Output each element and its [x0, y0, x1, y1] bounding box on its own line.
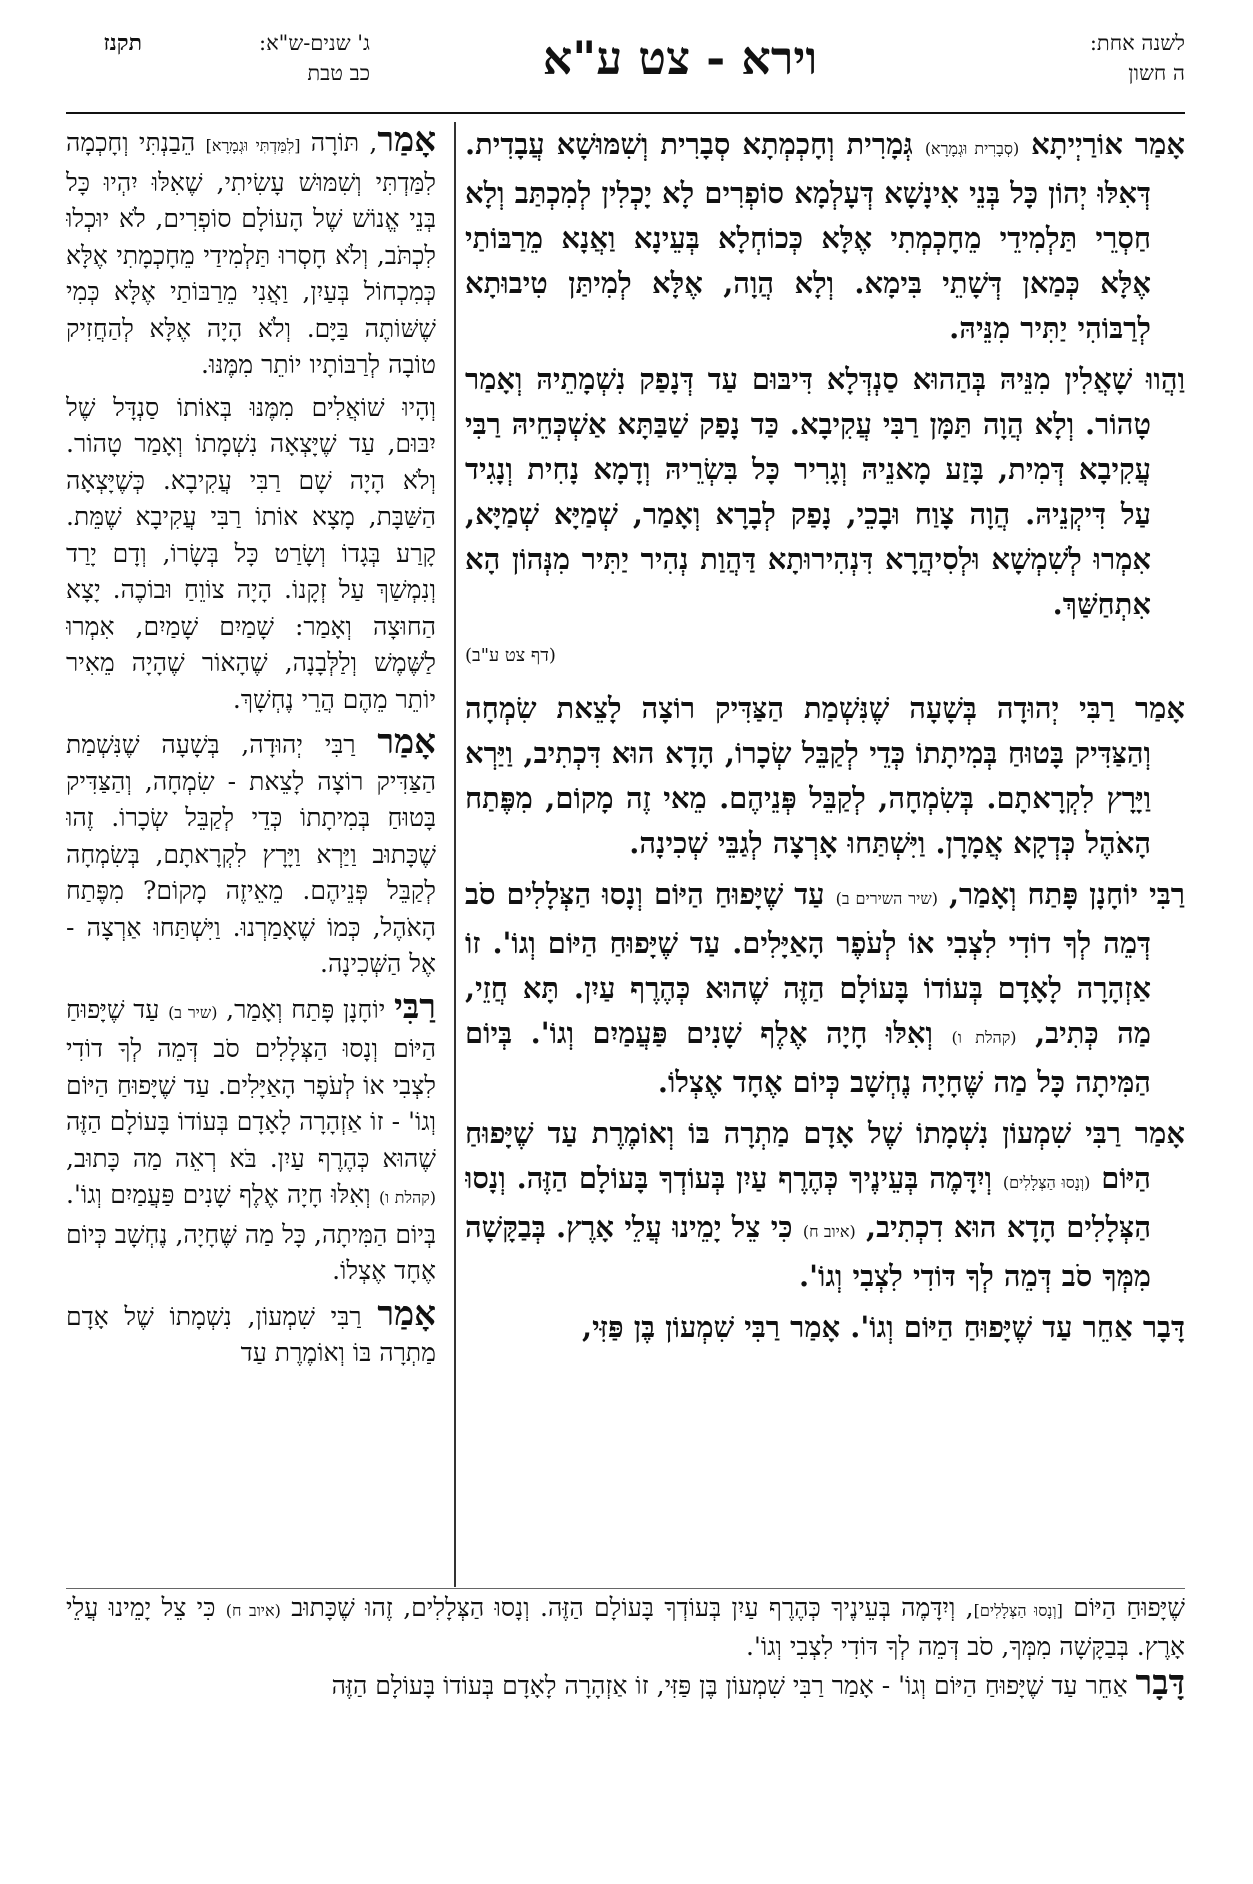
side-p3-text: רַבִּי יְהוּדָה, בְּשָׁעָה שֶׁנִּשְׁמַת הַצַּדִּיק רוֹצָה לָצֵאת - שִׂמְחָה, וְהַצַּדִּיק בָּטוּחַ בְּמִיתָתוֹ כְּדֵי לְקַבֵּל שְׂכָרוֹ. זֶהוּ שֶׁכָּתוּב וַיַּרְא וַיָּרָץ לִקְרָאתָם, בְּשִׂמְחָה לְקַבֵּל פְּנֵיהֶם. מֵאֵיזֶה מָקוֹם? מִפֶּתַח הָאֹהֶל, כְּמוֹ שֶׁאָמַרְנוּ. וַיִּשְׁתַּחוּ אַרְצָה - אֶל הַשְּׁכִינָה.	[66, 730, 436, 978]
bottom-b2-source: (איוב ח)	[225, 1601, 281, 1620]
side-p4-text: עַד שֶׁיָּפוּחַ הַיּוֹם וְנָסוּ הַצְּלָלִים סֹב דְּמֵה לְךָ דוֹדִי לִצְבִי אוֹ לְעֹפֶר הָאַיָּלִים. עַד שֶׁיָּפוּחַ הַיּוֹם וְגוֹ' - זוֹ אַזְהָרָה לָאָדָם בְּעוֹדוֹ בָּעוֹלָם הַזֶּה שֶׁהוּא כְּהֶרֶף עַיִן. בֹּא רְאֵה מַה כָּתוּב,	[66, 994, 436, 1173]
main-paragraph-1	[465, 122, 1185, 351]
main-paragraph-3: אָמַר רַבִּי יְהוּדָה בְּשָׁעָה שֶׁנִּשְׁמַת הַצַּדִּיק רוֹצָה לָצֵאת שִׂמְחָה וְהַצַּדִּיק בָּטוּחַ בְּמִיתָתוֹ כְּדֵי לְקַבֵּל שְׂכָרוֹ, הָדָא הוּא דִּכְתִיב, וַיַּרְא וַיָּרָץ לִקְרָאתָם. בְּשִׂמְחָה, לְקַבֵּל פְּנֵיהֶם. מֵאי זֶה מָקוֹם, מִפֶּתַח הָאֹהֶל כְּדְקָא אֲמָרָן. וַיִּשְׁתַּחוּ אָרְצָה לְגַבֵּי שְׁכִינָה.	[465, 691, 1185, 860]
header-one-year-date: ה חשון	[1128, 61, 1185, 85]
main-p4-text: עַד שֶׁיָּפוּחַ הַיּוֹם וְנָסוּ הַצְּלָלִים סֹב דְּמֵה לְךָ דוֹדִי לִצְבִי אוֹ לְעֹפֶר הָאַיָּלִים. עַד שֶׁיָּפוּחַ הַיּוֹם וְגוֹ'. זוֹ אַזְהָרָה לָאָדָם בְּעוֹדוֹ בָּעוֹלָם הַזֶּה שֶׁהוּא כְּהֶרֶף עַיִן. תָּא חֲזֵי, מַה כְּתִיב,	[465, 877, 1151, 1050]
aramaic-text-column	[465, 122, 1185, 1587]
side-p1-text: הֵבַנְתִּי וְחָכְמָה לִמַּדְתִּי וְשִׁמּוּשׁ עָשִׂיתִי, שֶׁאִלּוּ יִהְיוּ כָּל בְּנֵי אֱנוֹשׁ שֶׁל הָעוֹלָם סוֹפְרִים, לֹא יוּכְלוּ לִכְתֹּב, וְלֹא חָסְרוּ תַּלְמִידַי מֵחָכְמָתִי אֶלָּא כְּמִכְחוֹל בְּעַיִן, וַאֲנִי מֵרַבּוֹתַי אֶלָּא כְּמִי שֶׁשּׁוֹתֶה בַּיָּם. וְלֹא הָיָה אֶלָּא לְהַחֲזִיק טוֹבָה לְרַבּוֹתָיו יוֹתֵר מִמֶּנּוּ.	[66, 128, 436, 379]
side-p5-text: רַבִּי שִׁמְעוֹן, נִשְׁמָתוֹ שֶׁל אָדָם מַתְרָה בּוֹ וְאוֹמֶרֶת עַד	[66, 1301, 436, 1367]
side-p4-source-2: (קהלת ו)	[378, 1188, 436, 1207]
full-width-continuation	[66, 1590, 1185, 1700]
bottom-b3-text: אַחֵר עַד שֶׁיָּפוּחַ הַיּוֹם וְגוֹ' - אָמַר רַבִּי שִׁמְעוֹן בֶּן פַּזִּי, זוֹ אַזְהָרָה לָאָדָם בְּעוֹדוֹ בָּעוֹלָם הַזֶּה	[331, 1671, 1136, 1700]
side-p1-source: [לִמַּדְתִּי וּגְמָרָא]	[205, 136, 301, 155]
main-p5-source: (וְנָסוּ הַצְּלָלִים)	[1002, 1173, 1091, 1192]
page-title: וירא - צט ע"א	[542, 31, 818, 85]
main-p4-source: (שיר השירים ב)	[835, 889, 938, 908]
side-p3-opening: אָמַר	[377, 722, 436, 762]
header-one-year-label: לשנה אחת:	[1089, 31, 1185, 55]
header-three-year-label: ג' שנים-ש"א:	[259, 31, 370, 55]
column-divider	[454, 122, 456, 1587]
header-schedule-three-years	[150, 28, 370, 118]
main-paragraph-2: וַהֲווּ שָׁאֲלִין מִנֵּיהּ בְּהַהוּא סַנְדְּלָא דִּיבּוּם עַד דְּנָפַק נִשְׁמָתֵיהּ וְאָמַר טָהוֹר. וְלָא הֲוָה תַּמָּן רַבִּי עֲקִיבָא. כַּד נָפַק שַׁבַּתָּא אַשְׁכְּחֵיהּ רַבִּי עֲקִיבָא דְּמִית, בָּזַע מָאנֵיהּ וְגָרִיר כָּל בִּשְׂרֵיהּ וְדָמָא נָחִית וְנָגִיד עַל דִּיקְנֵיהּ. הֲוָה צָוַח וּבָכֵי, נָפַק לְבָרָא וְאָמַר, שְׁמַיָּא שְׁמַיָּא, אִמְרוּ לְשִׁמְשָׁא וּלְסִיהֲרָא דִּנְהִירוּתָא דַּהֲוַת נְהִיר יַתִּיר מִנְּהוֹן הָא אִתְחַשַּׁךְ.	[465, 362, 1185, 621]
main-p1-source: (סְבָרִית וּגְמָרָא)	[924, 139, 1020, 158]
side-p4-lead: יוֹחָנָן פָּתַח וְאָמַר,	[226, 994, 394, 1024]
main-p5-ending: כִּי צֵל יָמֵינוּ עֲלֵי אָרֶץ. בְּבַקָּשָׁה מִמְּךָ סֹב דְּמֵה לְךָ דּוֹדִי לִצְבִי וְגוֹ'.	[465, 1210, 1151, 1293]
main-p4-source-2: (קהלת ו)	[951, 1028, 1017, 1047]
main-paragraph-4	[465, 872, 1185, 1105]
bottom-divider	[66, 1588, 1185, 1589]
main-p5-opening: אָמַר רַבִּי שִׁמְעוֹן נִשְׁמָתוֹ שֶׁל אָדָם מַתְרָה בּוֹ וְאוֹמֶרֶת עַד שֶׁיָּפוּחַ הַיּוֹם	[465, 1116, 1185, 1195]
main-p5-text: וְיִדָּמֶה בְּעֵינֶיךָ כְּהֶרֶף עַיִן בְּעוֹדְךָ בָּעוֹלָם הַזֶּה. וְנָסוּ הַצְּלָלִים הָדָא הוּא דִכְתִיב,	[465, 1161, 1152, 1244]
bottom-b3-opening: דָּבָר	[1135, 1663, 1185, 1700]
bottom-line-1	[66, 1590, 1185, 1665]
side-paragraph-4	[66, 986, 436, 1290]
side-paragraph-2: וְהָיוּ שׁוֹאֲלִים מִמֶּנּוּ בְּאוֹתוֹ סַנְדָּל שֶׁל יִבּוּם, עַד שֶׁיָּצְאָה נִשְׁמָתוֹ וְאָמַר טָהוֹר. וְלֹא הָיָה שָׁם רַבִּי עֲקִיבָא. כְּשֶׁיָּצְאָה הַשַּׁבָּת, מָצָא אוֹתוֹ רַבִּי עֲקִיבָא שֶׁמֵּת. קָרַע בְּגָדוֹ וְשָׂרַט כָּל בְּשָׂרוֹ, וְדָם יָרַד וְנִמְשַׁךְ עַל זְקָנוֹ. הָיָה צוֹוֵחַ וּבוֹכֶה. יָצָא הַחוּצָה וְאָמַר: שָׁמַיִם שָׁמַיִם, אִמְרוּ לַשֶּׁמֶשׁ וְלַלְּבָנָה, שֶׁהָאוֹר שֶׁהָיָה מֵאִיר יוֹתֵר מֵהֶם הֲרֵי נֶחְשָׁךְ.	[66, 392, 436, 714]
main-p5-source-2: (איוב ח)	[802, 1222, 856, 1241]
hebrew-translation-column	[66, 122, 436, 1587]
side-p4-source: (שיר ב)	[168, 1002, 218, 1022]
side-paragraph-3	[66, 724, 436, 983]
main-paragraph-5	[465, 1111, 1185, 1299]
side-p1-lead: , תּוֹרָה	[310, 128, 378, 157]
side-p4-opening: רַבִּי	[393, 986, 436, 1027]
header-three-year-date: כב טבת	[307, 61, 370, 85]
side-paragraph-5	[66, 1293, 436, 1372]
side-paragraph-1	[66, 122, 436, 384]
main-p1-opening: אָמַר אוֹרַיְיתָא	[1031, 127, 1185, 161]
main-p4-ending: וְאִלּוּ חָיָה אֶלֶף שָׁנִים פַּעֲמַיִם וְגוֹ'. בְּיוֹם הַמִּיתָה כָּל מַה שֶּׁחָיָה נֶחְשָׁב כְּיוֹם אֶחָד אֶצְלוֹ.	[465, 1016, 1151, 1099]
side-p5-opening: אָמַר	[377, 1293, 436, 1334]
page-number: תקנז	[103, 30, 142, 56]
header-divider	[66, 112, 1185, 114]
bottom-b1-text: , וְיִדָּמֶה בְּעֵינֶיךָ כְּהֶרֶף עַיִן בְּעוֹדְךָ בָּעוֹלָם הַזֶּה. וְנָסוּ הַצְּלָלִים, זֶהוּ שֶׁכָּתוּב	[291, 1593, 974, 1622]
bottom-b2-text: כִּי צֵל יָמֵינוּ עֲלֵי אָרֶץ. בְּבַקָּשָׁה מִמְּךָ, סֹב דְּמֵה לְךָ דּוֹדִי לִצְבִי וְגוֹ'.	[66, 1593, 1185, 1661]
bottom-b1-opening: שֶׁיָּפוּחַ הַיּוֹם	[1073, 1593, 1185, 1622]
bottom-b1-source: [וְנָסוּ הַצְּלָלִים]	[973, 1601, 1063, 1620]
daf-reference: (דף צט ע"ב)	[465, 645, 556, 666]
main-p4-opening: רַבִּי יוֹחָנָן פָּתַח וְאָמַר,	[948, 877, 1185, 911]
bottom-line-3	[66, 1665, 1185, 1700]
side-p1-opening: אָמַר	[377, 122, 436, 160]
main-p1-text: גְּמָרִית וְחָכְמְתָא סְבָרִית וְשִׁמּוּשָׁא עֲבָדִית. דְּאִלּוּ יְהוֹן כָּל בְּנֵי אִינָשָׁא דְּעָלְמָא סוֹפְרִים לָא יָכְלִין לְמִכְתַּב וְלָא חַסְרֵי תַּלְמִידֵי מֵחָכְמְתִי אֶלָּא כְּכוֹחְלָא בְּעֵינָא וַאֲנָא מֵרַבּוֹתַי אֶלָּא כְּמַאן דְּשָׁתֵי בִּימָא. וְלָא הֲוָה, אֶלָּא לְמִיתַּן טִיבוּתָא לְרַבּוֹהִי יַתִּיר מִנֵּיהּ.	[465, 127, 1151, 345]
main-paragraph-6: דָּבָר אַחֵר עַד שֶׁיָּפוּחַ הַיּוֹם וְגוֹ'. אָמַר רַבִּי שִׁמְעוֹן בֶּן פַּזִּי,	[582, 1310, 1185, 1344]
side-p4-ending: וְאִלּוּ חָיָה אֶלֶף שָׁנִים פַּעֲמַיִם וְגוֹ'. בְּיוֹם הַמִּיתָה, כָּל מַה שֶּׁחָיָה, נֶחְשָׁב כְּיוֹם אֶחָד אֶצְלוֹ.	[66, 1180, 436, 1285]
